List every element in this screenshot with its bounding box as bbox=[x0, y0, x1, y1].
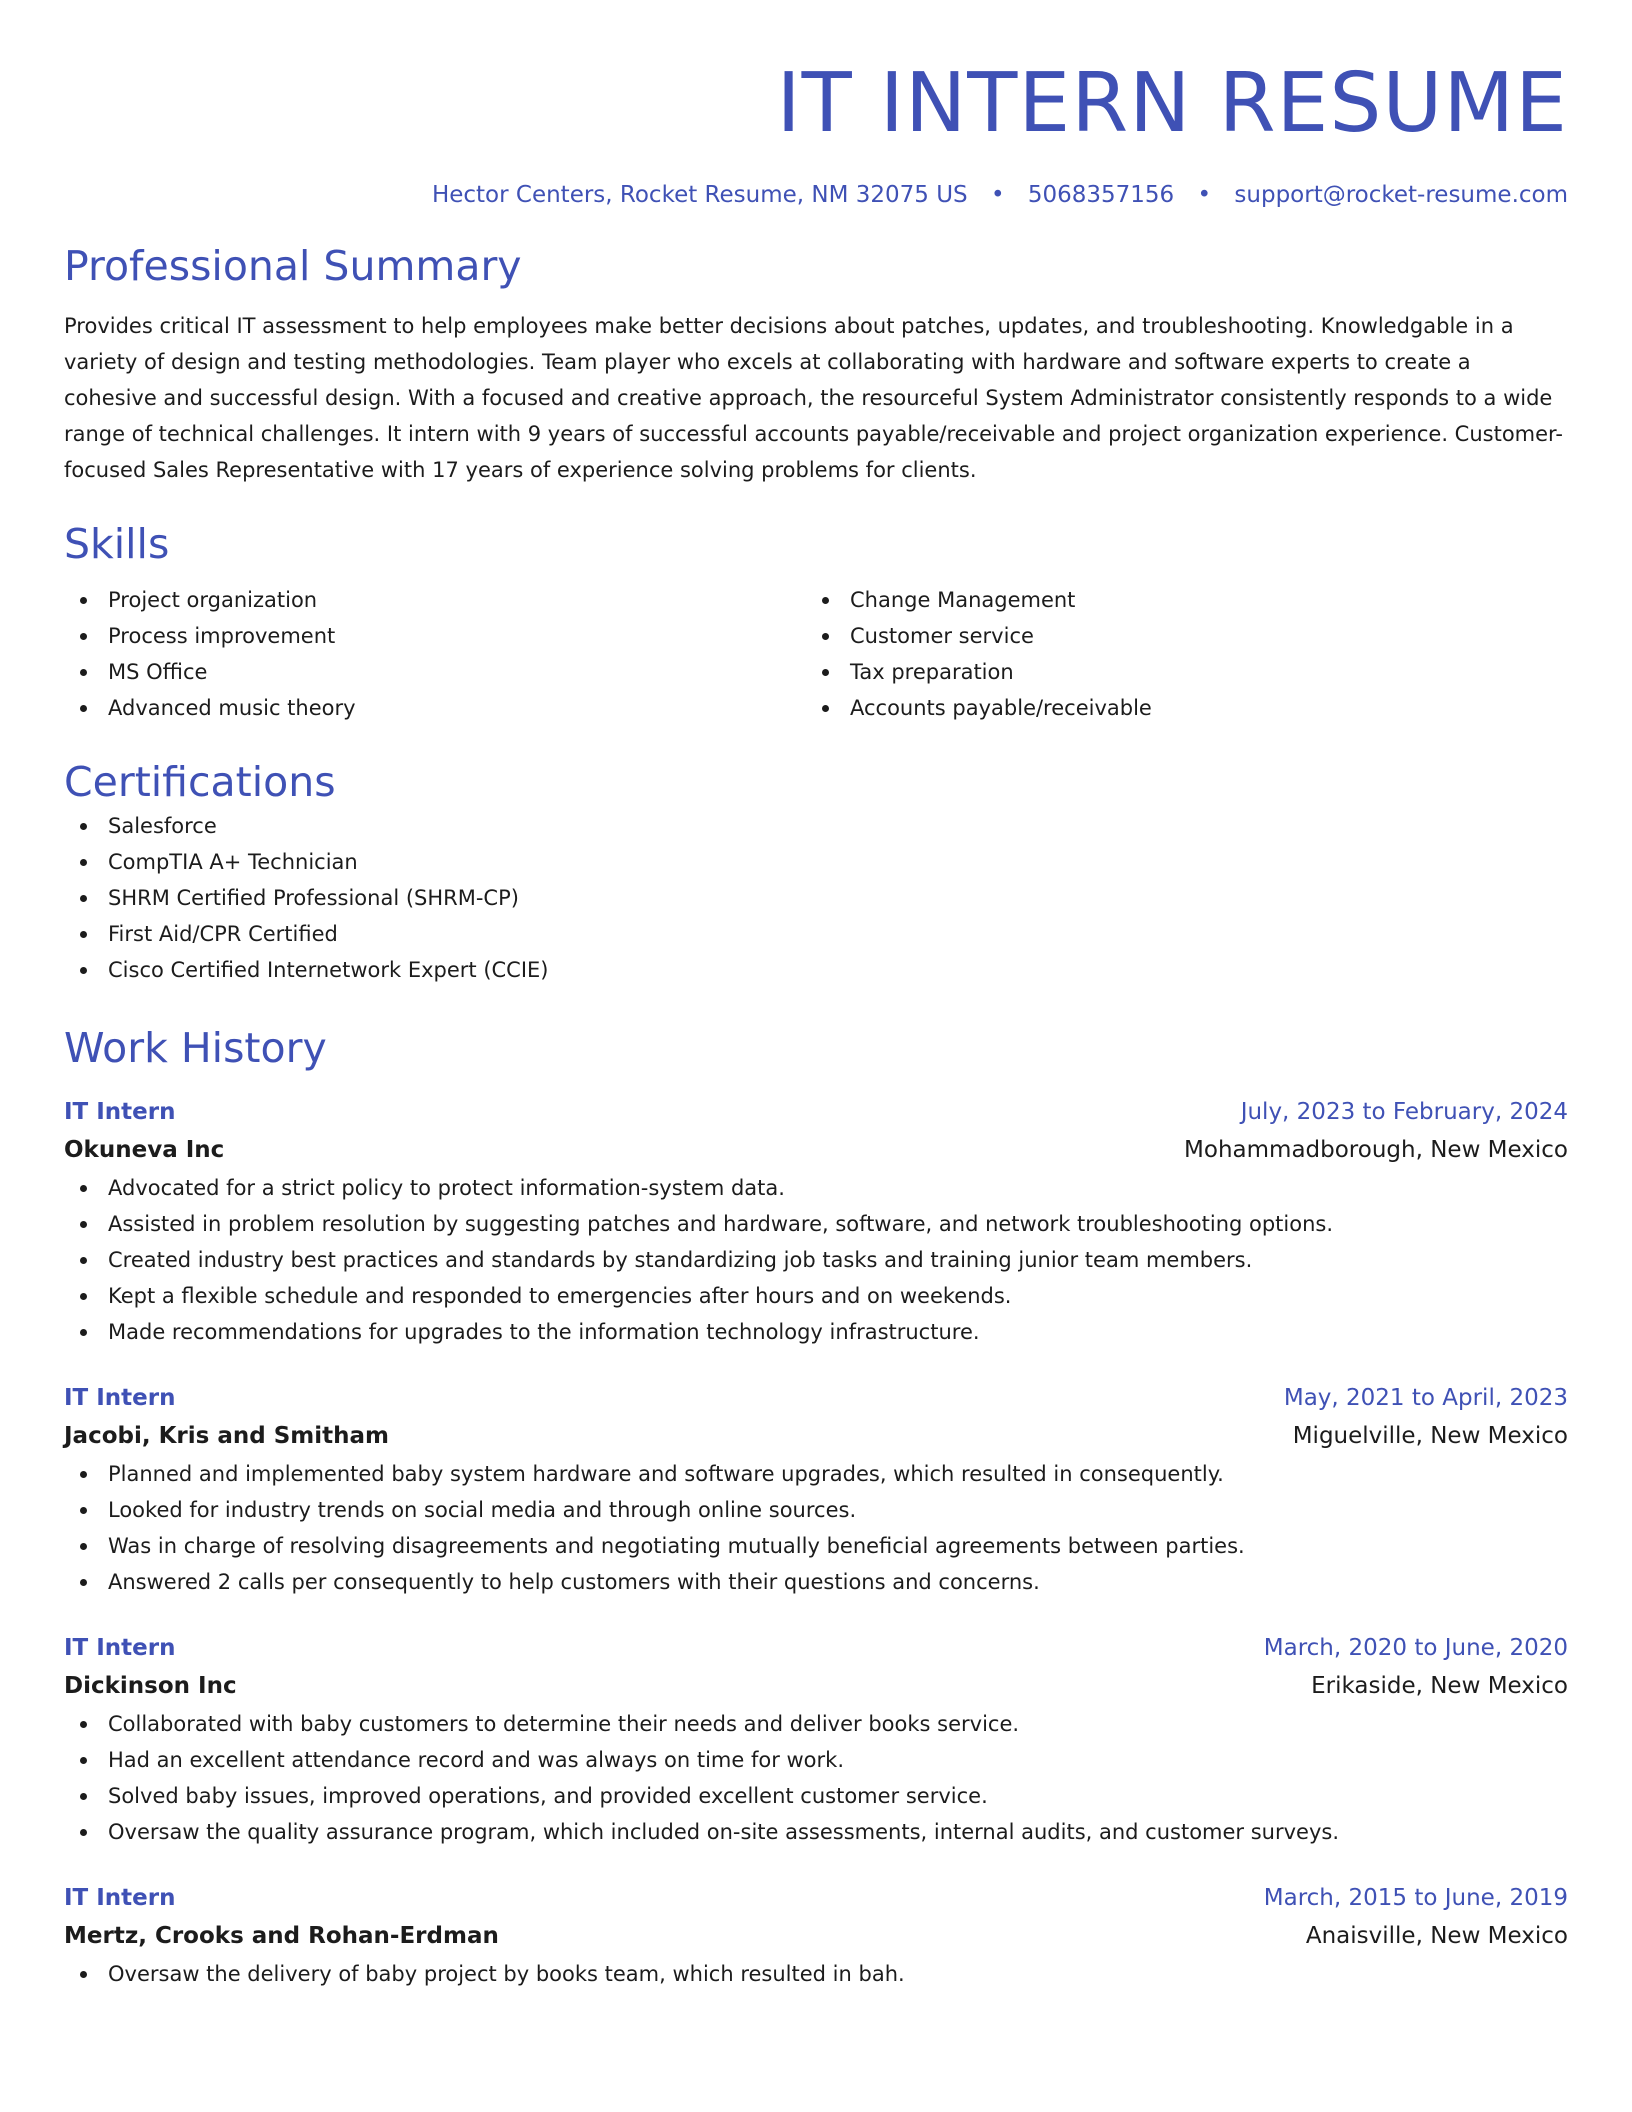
contact-separator: • bbox=[990, 182, 1005, 208]
job-company-row bbox=[64, 1416, 1568, 1456]
job-title: IT Intern bbox=[64, 1635, 176, 1661]
job-bullet: Made recommendations for upgrades to the information technology infrastructure. bbox=[64, 1314, 1568, 1350]
contact-line bbox=[64, 180, 1568, 210]
job-location: Erikaside, New Mexico bbox=[1311, 1673, 1568, 1699]
job-company-row bbox=[64, 1130, 1568, 1170]
job-dates: March, 2020 to June, 2020 bbox=[1263, 1635, 1568, 1661]
certification-item: Salesforce bbox=[64, 808, 1568, 844]
certifications-heading: Certifications bbox=[64, 758, 336, 806]
job-dates: March, 2015 to June, 2019 bbox=[1263, 1885, 1568, 1911]
certification-item: SHRM Certified Professional (SHRM-CP) bbox=[64, 880, 1568, 916]
job-header-row bbox=[64, 1380, 1568, 1416]
skills-section bbox=[64, 518, 1568, 726]
job-bullet: Solved baby issues, improved operations, and provided excellent customer service. bbox=[64, 1778, 1568, 1814]
job-title: IT Intern bbox=[64, 1385, 176, 1411]
skills-column-left bbox=[64, 582, 806, 726]
job-location: Anaisville, New Mexico bbox=[1305, 1923, 1568, 1949]
skill-item: Tax preparation bbox=[806, 654, 1548, 690]
job-bullet: Was in charge of resolving disagreements and negotiating mutually beneficial agreements between parties. bbox=[64, 1528, 1568, 1564]
job-title: IT Intern bbox=[64, 1099, 176, 1125]
job-dates: July, 2023 to February, 2024 bbox=[1240, 1099, 1568, 1125]
job-bullet: Planned and implemented baby system hardware and software upgrades, which resulted in consequently. bbox=[64, 1456, 1568, 1492]
resume-title: IT INTERN RESUME bbox=[776, 56, 1568, 151]
job-bullet: Advocated for a strict policy to protect information-system data. bbox=[64, 1170, 1568, 1206]
job-company: Jacobi, Kris and Smitham bbox=[64, 1423, 389, 1449]
skill-item: Process improvement bbox=[64, 618, 806, 654]
job-header-row bbox=[64, 1880, 1568, 1916]
job-company: Dickinson Inc bbox=[64, 1673, 237, 1699]
contact-email: support@rocket-resume.com bbox=[1234, 182, 1568, 208]
job-header-row bbox=[64, 1630, 1568, 1666]
job-entry bbox=[64, 1880, 1568, 1992]
summary-heading: Professional Summary bbox=[64, 242, 522, 290]
job-company-row bbox=[64, 1666, 1568, 1706]
job-bullets bbox=[64, 1456, 1568, 1600]
certifications-section bbox=[64, 756, 1568, 988]
job-entry bbox=[64, 1380, 1568, 1600]
skill-item: Customer service bbox=[806, 618, 1548, 654]
job-entry bbox=[64, 1094, 1568, 1350]
job-company: Mertz, Crooks and Rohan-Erdman bbox=[64, 1923, 499, 1949]
skill-item: Accounts payable/receivable bbox=[806, 690, 1548, 726]
skills-heading: Skills bbox=[64, 520, 170, 568]
job-bullets bbox=[64, 1706, 1568, 1850]
job-bullets bbox=[64, 1170, 1568, 1350]
job-bullet: Had an excellent attendance record and was always on time for work. bbox=[64, 1742, 1568, 1778]
summary-text: Provides critical IT assessment to help employees make better decisions about patches, updates, and troubleshooting. Knowledgable in a variety of design and testing methodologies. Team player who excels at collaborating with hardware and software experts to create a cohesive and successful design. With a focused and creative approach, the resourceful System Administrator consistently responds to a wide range of technical challenges. It intern with 9 years of successful accounts payable/receivable and project organization experience. Customer-focused Sales Representative with 17 years of experience solving problems for clients. bbox=[64, 314, 1563, 482]
skills-column-right bbox=[806, 582, 1548, 726]
job-header-row bbox=[64, 1094, 1568, 1130]
resume-page bbox=[64, 0, 1568, 1992]
contact-address: Hector Centers, Rocket Resume, NM 32075 US bbox=[431, 182, 968, 208]
skills-list-left bbox=[64, 582, 806, 726]
work-history-section bbox=[64, 1022, 1568, 1992]
job-location: Miguelville, New Mexico bbox=[1292, 1423, 1568, 1449]
job-bullets bbox=[64, 1956, 1568, 1992]
job-dates: May, 2021 to April, 2023 bbox=[1283, 1385, 1568, 1411]
skill-item: MS Office bbox=[64, 654, 806, 690]
skill-item: Advanced music theory bbox=[64, 690, 806, 726]
certification-item: First Aid/CPR Certified bbox=[64, 916, 1568, 952]
summary-section bbox=[64, 240, 1568, 488]
job-bullet: Created industry best practices and standards by standardizing job tasks and training junior team members. bbox=[64, 1242, 1568, 1278]
job-company-row bbox=[64, 1916, 1568, 1956]
work-history-heading: Work History bbox=[64, 1024, 327, 1072]
skill-item: Project organization bbox=[64, 582, 806, 618]
contact-separator: • bbox=[1197, 182, 1212, 208]
job-bullet: Assisted in problem resolution by suggesting patches and hardware, software, and network troubleshooting options. bbox=[64, 1206, 1568, 1242]
certification-item: CompTIA A+ Technician bbox=[64, 844, 1568, 880]
job-bullet: Answered 2 calls per consequently to help customers with their questions and concerns. bbox=[64, 1564, 1568, 1600]
skills-list-right bbox=[806, 582, 1548, 726]
job-bullet: Oversaw the quality assurance program, which included on-site assessments, internal audits, and customer surveys. bbox=[64, 1814, 1568, 1850]
job-bullet: Looked for industry trends on social media and through online sources. bbox=[64, 1492, 1568, 1528]
skills-grid bbox=[64, 582, 1568, 726]
certifications-list bbox=[64, 808, 1568, 988]
job-entry bbox=[64, 1630, 1568, 1850]
certification-item: Cisco Certified Internetwork Expert (CCIE) bbox=[64, 952, 1568, 988]
job-location: Mohammadborough, New Mexico bbox=[1184, 1137, 1568, 1163]
job-bullet: Collaborated with baby customers to determine their needs and deliver books service. bbox=[64, 1706, 1568, 1742]
job-bullet: Oversaw the delivery of baby project by books team, which resulted in bah. bbox=[64, 1956, 1568, 1992]
skill-item: Change Management bbox=[806, 582, 1548, 618]
job-bullet: Kept a flexible schedule and responded to emergencies after hours and on weekends. bbox=[64, 1278, 1568, 1314]
contact-phone: 5068357156 bbox=[1027, 182, 1175, 208]
job-title: IT Intern bbox=[64, 1885, 176, 1911]
job-company: Okuneva Inc bbox=[64, 1137, 225, 1163]
